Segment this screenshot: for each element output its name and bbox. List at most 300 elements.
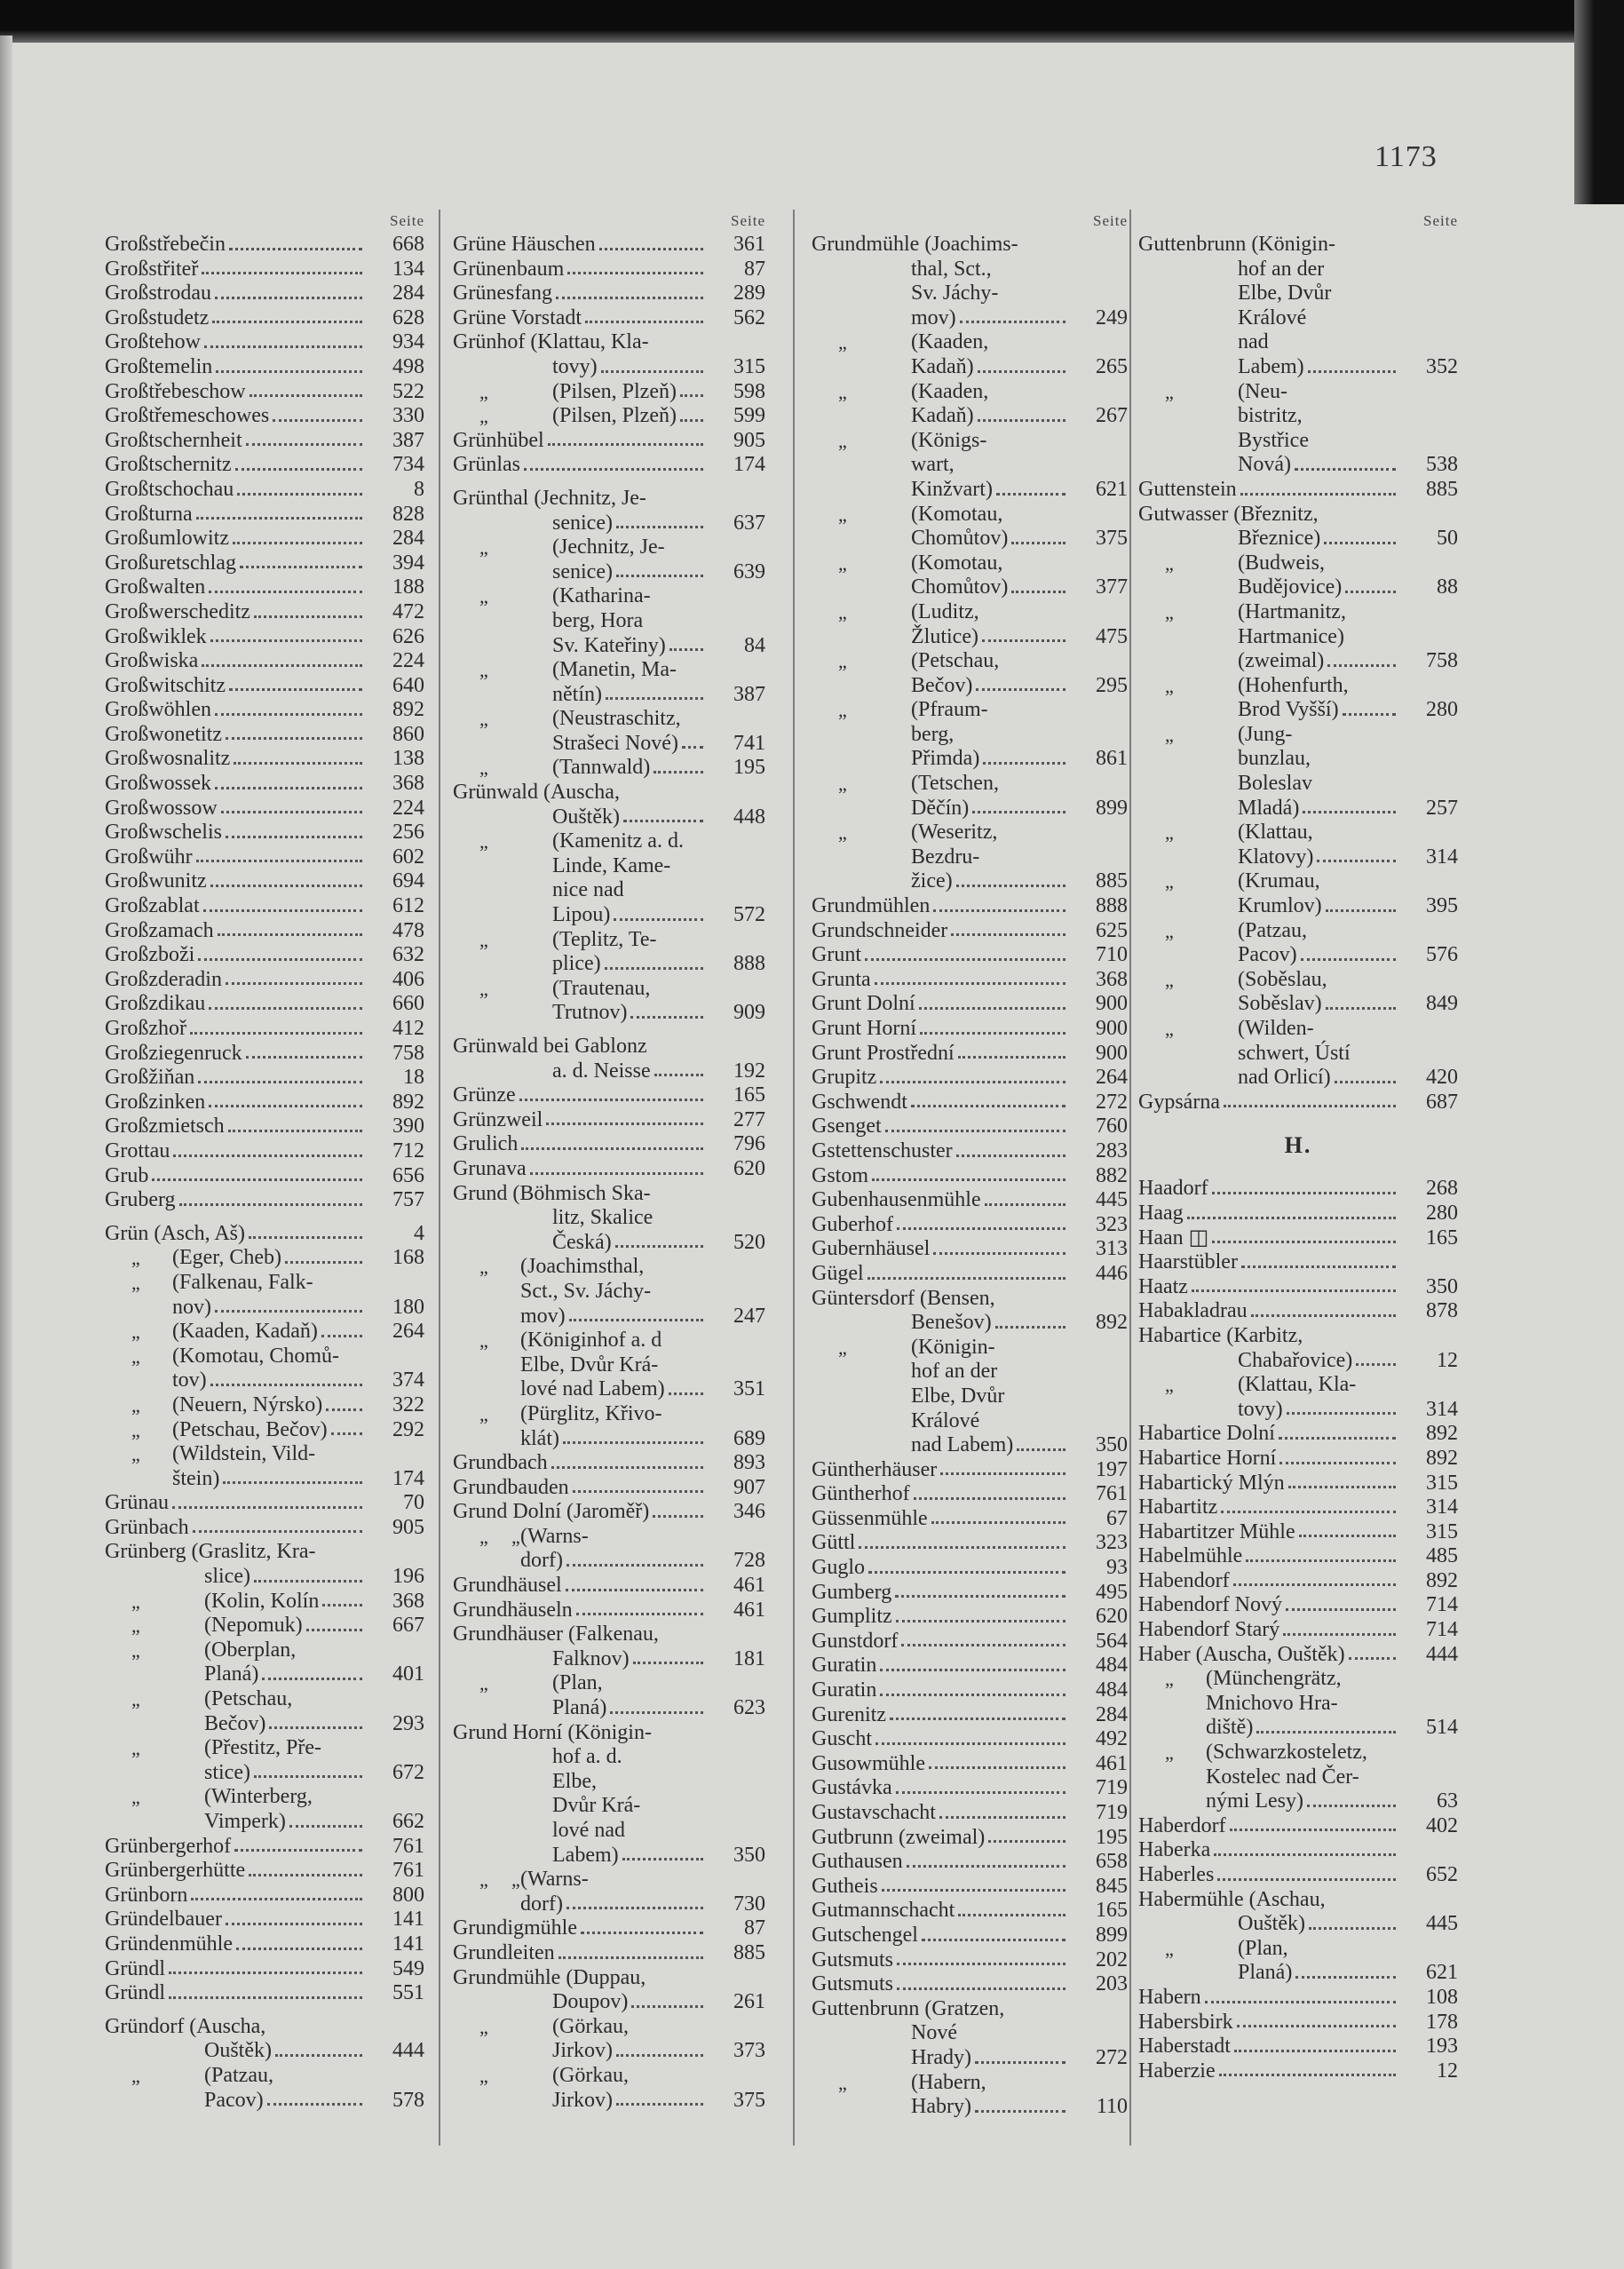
entry-name: Gumplitz	[812, 1605, 892, 1629]
dot-leader	[285, 1261, 362, 1264]
entry-name-continuation: Doupov)	[552, 1990, 629, 2014]
index-entry	[453, 1721, 765, 1868]
index-entry	[1138, 551, 1458, 600]
page-reference: 461	[733, 1598, 765, 1622]
ditto-mark: „	[838, 650, 847, 673]
entry-name-continuation: Mladá)	[1238, 796, 1300, 820]
page-reference: 484	[1096, 1654, 1128, 1678]
entry-name-continuation: Linde, Kame-	[552, 853, 671, 877]
dot-leader	[1295, 1976, 1396, 1979]
column-divider	[439, 210, 440, 2146]
page-reference: 373	[733, 2039, 765, 2063]
entry-name: Grundhäusel	[453, 1574, 562, 1598]
entry-name: (Soběslau,	[1238, 967, 1327, 991]
page-reference: 261	[733, 1990, 765, 2014]
entry-name-continuation: Elbe, Dvůr Krá-	[520, 1353, 659, 1376]
page-reference: 264	[392, 1320, 424, 1344]
index-entry	[1138, 1226, 1458, 1251]
page-reference: 668	[392, 233, 424, 256]
index-entry	[812, 1948, 1128, 1973]
ditto-mark: „	[479, 1329, 488, 1353]
index-entry	[453, 1451, 765, 1476]
dot-leader	[179, 1203, 362, 1206]
entry-name-continuation: berg, Hora	[552, 608, 644, 632]
page-reference: 620	[1096, 1605, 1128, 1629]
dot-leader	[929, 1766, 1066, 1769]
entry-name-continuation: bunzlau,	[1238, 747, 1311, 771]
page-reference: 861	[1096, 747, 1128, 771]
page-reference: 444	[1426, 1642, 1458, 1666]
entry-name: Großwalten	[105, 575, 206, 599]
index-entry	[453, 380, 765, 405]
entry-name: Grundhäuser (Falkenau,	[453, 1622, 659, 1646]
page-reference: 892	[1426, 1568, 1458, 1592]
page-reference: 289	[733, 282, 765, 305]
index-entry	[812, 1164, 1128, 1189]
entry-name: (Joachimsthal,	[520, 1255, 645, 1279]
entry-name: Grunt Dolní	[812, 992, 915, 1016]
entry-name-continuation: Hartmanice)	[1238, 624, 1344, 648]
ditto-mark: „	[479, 1525, 488, 1548]
page-reference: 900	[1096, 1041, 1128, 1065]
page-reference: 625	[1096, 918, 1128, 942]
dot-leader	[880, 1669, 1066, 1671]
page-reference: 387	[392, 428, 424, 452]
page-reference: 845	[1096, 1874, 1128, 1898]
entry-name: Großwschelis	[105, 821, 222, 845]
entry-name: (Komotau, Chomů-	[172, 1344, 339, 1368]
entry-name: Gypsárna	[1138, 1090, 1220, 1114]
scan-left-edge	[0, 36, 12, 2269]
entry-name-continuation: lové nad	[552, 1819, 625, 1842]
page-reference: 87	[744, 1916, 765, 1940]
dot-leader	[1283, 1633, 1396, 1636]
entry-name: (Pilsen, Plzeň)	[552, 404, 677, 428]
index-entry	[105, 503, 424, 528]
index-entry	[453, 233, 765, 258]
page-reference: 257	[1426, 796, 1458, 820]
index-entry	[1138, 1814, 1458, 1839]
index-entry	[105, 992, 424, 1017]
page-reference: 203	[1096, 1972, 1128, 1996]
index-entry	[453, 536, 765, 584]
page-reference: 639	[733, 559, 765, 583]
page-reference: 180	[392, 1295, 424, 1319]
entry-name: (Neuern, Nýrsko)	[172, 1392, 323, 1416]
dot-leader	[249, 1236, 362, 1239]
entry-name-continuation: nětín)	[552, 682, 602, 706]
entry-name-continuation: Soběslav)	[1238, 992, 1322, 1016]
index-entry	[812, 1654, 1128, 1678]
dot-leader	[1356, 1363, 1396, 1366]
page-reference: 758	[1426, 649, 1458, 673]
index-entry	[1138, 1863, 1458, 1888]
page-reference: 728	[733, 1549, 765, 1573]
entry-name-continuation: tovy)	[1238, 1397, 1283, 1421]
entry-name: Großzmietsch	[105, 1115, 225, 1138]
entry-name: Gutmannschacht	[812, 1899, 955, 1923]
index-entry	[453, 487, 765, 536]
index-entry	[812, 1556, 1128, 1581]
entry-name: Habendorf Starý	[1138, 1618, 1280, 1642]
index-entry	[812, 1752, 1128, 1777]
entry-name: (Manetin, Ma-	[552, 658, 677, 682]
ditto-mark: „	[479, 708, 488, 731]
dot-leader	[233, 542, 362, 544]
dot-leader	[1279, 1462, 1396, 1464]
entry-name: Grünborn	[105, 1883, 188, 1907]
entry-name: Grünze	[453, 1083, 516, 1107]
entry-name-continuation: Ouštěk)	[552, 805, 620, 829]
ditto-mark: „	[1165, 1937, 1174, 1960]
entry-name: Grunta	[812, 967, 871, 991]
page-reference: 578	[392, 2088, 424, 2112]
dot-leader	[885, 1130, 1066, 1132]
index-entry	[105, 1017, 424, 1042]
ditto-mark: „	[511, 1525, 520, 1548]
dot-leader	[978, 419, 1066, 422]
dot-leader	[631, 2005, 703, 2008]
ditto-mark: „	[838, 699, 847, 722]
dot-leader	[622, 1858, 703, 1860]
entry-name: (Wildstein, Vild-	[172, 1442, 316, 1466]
entry-name: Gruberg	[105, 1188, 176, 1212]
dot-leader	[872, 1178, 1066, 1181]
page-reference: 758	[392, 1041, 424, 1065]
entry-name: (Oberplan,	[204, 1638, 297, 1662]
entry-name-continuation: a. d. Neisse	[552, 1059, 651, 1083]
dot-leader	[269, 1726, 362, 1729]
dot-leader	[896, 1791, 1066, 1794]
index-entry	[1138, 869, 1458, 918]
entry-name: Grunt Horní	[812, 1017, 916, 1040]
entry-name: (Pürglitz, Křivo-	[520, 1401, 662, 1425]
entry-name: Grünbergerhof	[105, 1834, 232, 1858]
entry-name: Guttenbrunn (Gratzen,	[812, 1996, 1005, 2020]
dot-leader	[680, 419, 703, 422]
index-entry	[812, 1458, 1128, 1483]
column-divider	[1129, 210, 1131, 2146]
dot-leader	[896, 1620, 1066, 1622]
entry-name-continuation: Bečov)	[204, 1711, 266, 1735]
entry-name-continuation: Děčín)	[911, 796, 970, 820]
entry-name-continuation: Nové	[911, 2021, 957, 2045]
entry-name-continuation: Budějovice)	[1238, 575, 1343, 599]
page-reference: 352	[1426, 354, 1458, 378]
index-entry	[105, 330, 424, 355]
page-reference: 885	[733, 1940, 765, 1964]
entry-name: Gustávka	[812, 1776, 892, 1800]
entry-name: Gumberg	[812, 1580, 892, 1604]
dot-leader	[321, 1335, 362, 1337]
entry-name: (Görkau,	[552, 2014, 629, 2038]
column-divider	[793, 210, 795, 2146]
entry-name: Grüne Vorstadt	[453, 305, 582, 329]
ditto-mark: „	[479, 2015, 488, 2038]
entry-name: Guthausen	[812, 1850, 903, 1874]
page-reference: 885	[1096, 869, 1128, 893]
index-entry	[1138, 233, 1458, 380]
entry-name-continuation: wart,	[911, 453, 955, 477]
entry-name: Grunava	[453, 1156, 527, 1180]
dot-leader	[1241, 1265, 1396, 1268]
index-entry	[1138, 1250, 1458, 1275]
index-entry	[105, 575, 424, 600]
entry-name: Grundhäuseln	[453, 1598, 573, 1622]
entry-name: Güntherhof	[812, 1482, 910, 1506]
dot-leader	[1205, 2001, 1396, 2003]
page-reference: 280	[1426, 1201, 1458, 1225]
entry-name: (Königinhof a. d	[520, 1329, 662, 1353]
index-entry	[453, 1035, 765, 1083]
page-reference: 498	[392, 354, 424, 378]
dot-leader	[169, 1996, 362, 1999]
index-entry	[1138, 1643, 1458, 1668]
entry-name: Habermühle (Aschau,	[1138, 1887, 1326, 1911]
dot-leader	[996, 493, 1066, 496]
page-reference: 828	[392, 502, 424, 526]
index-entry	[1138, 1888, 1458, 1937]
index-entry	[812, 1262, 1128, 1287]
page-reference: 719	[1096, 1776, 1128, 1800]
entry-name: Gründl	[105, 1981, 165, 2005]
entry-name: Grünberg (Graslitz, Kra-	[105, 1540, 316, 1564]
page-reference: 492	[1096, 1727, 1128, 1751]
page-reference: 900	[1096, 1017, 1128, 1040]
entry-name: Gutschengel	[812, 1923, 918, 1947]
dot-leader	[1299, 1535, 1396, 1537]
page-reference: 730	[733, 1892, 765, 1916]
dot-leader	[1234, 2050, 1396, 2052]
entry-name: (Habern,	[911, 2070, 986, 2094]
page-reference: 658	[1096, 1850, 1128, 1874]
ditto-mark: „	[1165, 1018, 1174, 1040]
index-entry	[453, 453, 765, 478]
page-reference: 314	[1426, 1495, 1458, 1519]
ditto-mark: „	[479, 585, 488, 608]
entry-name: Guttenbrunn (Königin-	[1138, 233, 1335, 256]
entry-name: (Luditz,	[911, 599, 979, 623]
ditto-mark: „	[1165, 723, 1174, 746]
index-entry	[453, 1966, 765, 2015]
index-entry	[453, 928, 765, 977]
dot-leader	[1327, 664, 1396, 667]
page-reference: 888	[1096, 894, 1128, 918]
entry-name: Gurenitz	[812, 1702, 886, 1726]
entry-name: Habartitzer Mühle	[1138, 1519, 1295, 1543]
entry-name-continuation: Sv. Kateřiny)	[552, 633, 666, 657]
page-reference: 202	[1096, 1948, 1128, 1971]
index-entry	[1138, 380, 1458, 478]
page-reference: 760	[1096, 1115, 1128, 1138]
entry-name: (Falkenau, Falk-	[172, 1270, 313, 1294]
dot-leader	[895, 1595, 1066, 1598]
ditto-mark: „	[838, 429, 847, 452]
entry-name-continuation: schwert, Ústí	[1238, 1041, 1351, 1065]
page-reference: 572	[733, 903, 765, 927]
index-entry	[812, 649, 1128, 698]
dot-leader	[610, 1711, 703, 1714]
page-reference: 395	[1426, 894, 1458, 918]
entry-name-continuation: Planá)	[1238, 1961, 1293, 1985]
page-reference: 315	[733, 354, 765, 378]
entry-name-continuation: mov)	[520, 1304, 566, 1328]
index-entry	[1138, 1091, 1458, 1115]
entry-name: (Tetschen,	[911, 772, 999, 796]
ditto-mark: „	[131, 1393, 140, 1416]
index-entry	[105, 968, 424, 993]
index-entry	[453, 1329, 765, 1402]
dot-leader	[234, 762, 362, 765]
entry-name-continuation: klát)	[520, 1426, 559, 1450]
dot-leader	[237, 493, 362, 496]
page-reference: 522	[392, 379, 424, 403]
dot-leader	[1335, 1081, 1396, 1083]
column-header-seite: Seite	[1093, 212, 1128, 229]
dot-leader	[1288, 1486, 1396, 1488]
page-reference: 314	[1426, 1397, 1458, 1421]
dot-leader	[1279, 1437, 1396, 1440]
dot-leader	[939, 1816, 1066, 1819]
index-entry	[105, 1042, 424, 1067]
entry-name-continuation: tov)	[172, 1369, 207, 1392]
dot-leader	[226, 836, 362, 838]
index-entry	[1138, 1569, 1458, 1594]
entry-name-continuation: Brod Vyšší)	[1238, 698, 1339, 722]
page-reference: 168	[392, 1246, 424, 1270]
entry-name: Grund Horní (Königin-	[453, 1720, 652, 1744]
entry-name: Großžiňan	[105, 1066, 195, 1090]
index-entry	[105, 674, 424, 699]
dot-leader	[236, 1948, 362, 1950]
entry-name: Haberzie	[1138, 2059, 1216, 2083]
page-reference: 284	[392, 527, 424, 551]
dot-leader	[229, 248, 362, 250]
page-reference: 461	[733, 1574, 765, 1598]
entry-name-continuation: hof an der	[1238, 257, 1325, 281]
entry-name: Guscht	[812, 1727, 872, 1751]
dot-leader	[859, 1546, 1066, 1549]
page-reference: 549	[392, 1956, 424, 1980]
ditto-mark: „	[131, 1418, 140, 1441]
entry-name: Grottau	[105, 1138, 170, 1162]
dot-leader	[1326, 1007, 1396, 1010]
dot-leader	[601, 370, 703, 373]
index-entry	[1138, 1544, 1458, 1569]
page-reference: 195	[1096, 1825, 1128, 1849]
dot-leader	[868, 1571, 1066, 1574]
entry-name: Habendorf	[1138, 1568, 1230, 1592]
dot-leader	[209, 1007, 362, 1010]
page-reference: 885	[1426, 477, 1458, 501]
dot-leader	[322, 1604, 362, 1607]
index-entry	[453, 404, 765, 429]
entry-name: Großwitschitz	[105, 673, 226, 697]
section-heading: H.	[1284, 1132, 1312, 1159]
page-reference: 178	[1426, 2010, 1458, 2034]
page-reference: 196	[392, 1565, 424, 1589]
dot-leader	[169, 1971, 362, 1974]
page-reference: 878	[1426, 1299, 1458, 1323]
dot-leader	[546, 1123, 703, 1125]
entry-name: Gusowmühle	[812, 1751, 925, 1775]
dot-leader	[566, 1907, 703, 1909]
ditto-mark: „	[479, 405, 488, 428]
entry-name: Grüne Häuschen	[453, 233, 596, 256]
dot-leader	[173, 1154, 362, 1157]
dot-leader	[633, 1662, 703, 1664]
page-reference: 93	[1106, 1556, 1128, 1580]
entry-name: Großturna	[105, 502, 193, 526]
entry-name: Haberka	[1138, 1838, 1211, 1862]
page-reference: 628	[392, 305, 424, 329]
ditto-mark: „	[1165, 919, 1174, 942]
dot-leader	[152, 1178, 362, 1181]
index-entry	[453, 1916, 765, 1941]
dot-leader	[614, 918, 703, 921]
page-reference: 314	[1426, 845, 1458, 869]
dot-leader	[246, 1056, 362, 1059]
index-entry	[105, 1091, 424, 1115]
page-reference: 108	[1426, 1985, 1458, 2009]
entry-name-continuation: nov)	[172, 1295, 211, 1319]
dot-leader	[1240, 493, 1396, 496]
entry-name: Gstom	[812, 1163, 869, 1187]
dot-leader	[1301, 958, 1396, 961]
page-reference: 110	[1096, 2095, 1128, 2119]
dot-leader	[569, 1319, 703, 1321]
entry-name-continuation: Habry)	[911, 2095, 971, 2119]
page-reference: 551	[392, 1981, 424, 2005]
index-entry	[1138, 600, 1458, 674]
entry-name: (Görkau,	[552, 2063, 629, 2087]
entry-name: (Trautenau,	[552, 976, 651, 1000]
dot-leader	[240, 566, 362, 568]
page-reference: 712	[392, 1138, 424, 1162]
index-entry	[453, 1868, 765, 1916]
page-reference: 899	[1096, 1923, 1128, 1947]
index-entry	[453, 1255, 765, 1329]
index-entry	[812, 1581, 1128, 1606]
entry-name: (Winterberg,	[204, 1785, 313, 1809]
dot-leader	[326, 1408, 362, 1411]
index-entry	[1138, 919, 1458, 968]
index-entry	[812, 1139, 1128, 1164]
page-reference: 667	[392, 1614, 424, 1638]
entry-name: (Jechnitz, Je-	[552, 536, 665, 559]
entry-name: Grünwald bei Gablonz	[453, 1035, 647, 1058]
page-reference: 268	[1426, 1177, 1458, 1201]
entry-name-continuation: Elbe, Dvůr	[911, 1384, 1005, 1408]
entry-name: Haberles	[1138, 1863, 1215, 1886]
dot-leader	[1219, 2074, 1396, 2076]
ditto-mark: „	[479, 1868, 488, 1892]
entry-spacer	[105, 2006, 424, 2015]
index-entry	[1138, 674, 1458, 723]
dot-leader	[920, 1032, 1066, 1035]
page-reference: 247	[733, 1304, 765, 1328]
dot-leader	[988, 1840, 1066, 1843]
index-entry	[812, 1287, 1128, 1336]
dot-leader	[215, 713, 362, 716]
index-entry	[812, 233, 1128, 330]
entry-name-continuation: nice nad	[552, 878, 624, 902]
index-entry	[1138, 1520, 1458, 1545]
entry-name-continuation: mov)	[911, 305, 956, 329]
ditto-mark: „	[838, 331, 847, 354]
index-entry	[105, 453, 424, 478]
entry-name-continuation: Chomůtov)	[911, 527, 1009, 551]
